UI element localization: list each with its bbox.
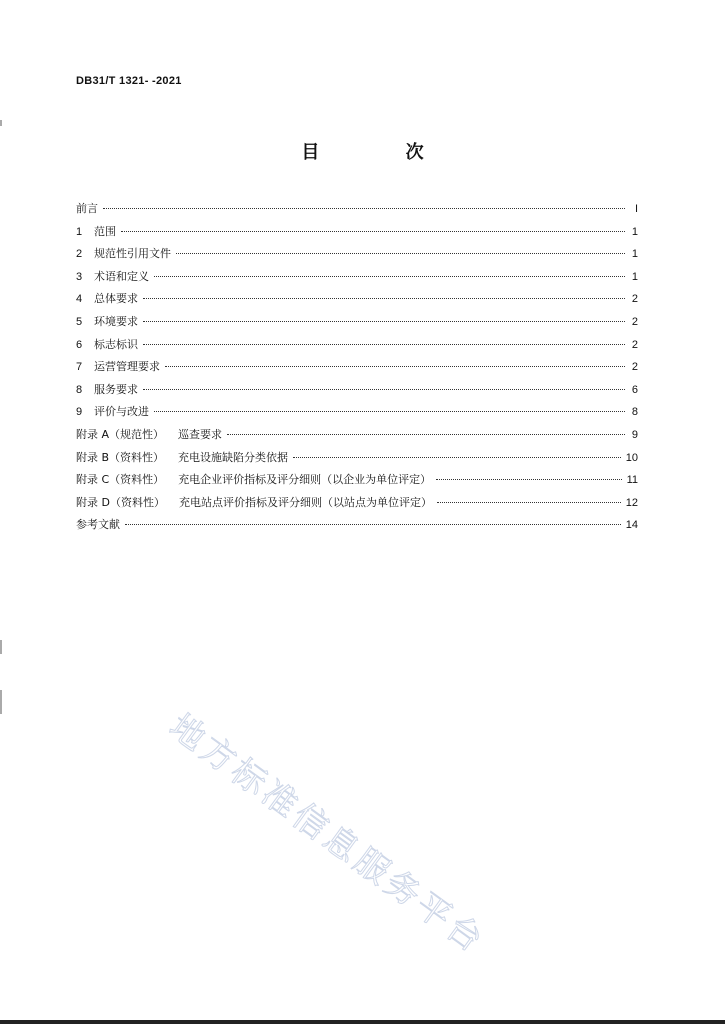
toc-entry-label bbox=[76, 514, 120, 537]
toc-dot-leader bbox=[436, 479, 621, 480]
toc-entry-page: 1 bbox=[631, 225, 638, 238]
toc-dot-leader bbox=[227, 434, 625, 435]
toc-entry-title: 附录 D（资料性） bbox=[76, 495, 165, 509]
toc-entry[interactable] bbox=[76, 379, 638, 402]
toc-dot-leader bbox=[437, 502, 621, 503]
toc-entry[interactable] bbox=[76, 424, 638, 447]
toc-entry-page: 2 bbox=[631, 315, 638, 328]
toc-entry-page: 6 bbox=[631, 383, 638, 396]
toc-entry-label bbox=[76, 492, 432, 515]
toc-entry[interactable] bbox=[76, 266, 638, 289]
toc-entry-number: 1 bbox=[76, 225, 83, 238]
toc-dot-leader bbox=[103, 208, 625, 209]
toc-entry[interactable] bbox=[76, 469, 638, 492]
toc-entry[interactable] bbox=[76, 401, 638, 424]
scan-edge-mark bbox=[0, 690, 2, 714]
toc-entry-title: 评价与改进 bbox=[94, 405, 149, 419]
toc-dot-leader bbox=[293, 457, 621, 458]
scan-edge-mark bbox=[0, 640, 2, 654]
toc-entry-label bbox=[94, 334, 138, 357]
toc-entry-number: 7 bbox=[76, 361, 83, 374]
toc-entry[interactable] bbox=[76, 492, 638, 515]
toc-entry[interactable] bbox=[76, 243, 638, 266]
toc-entry-page: 12 bbox=[625, 496, 638, 509]
toc-entry[interactable] bbox=[76, 221, 638, 244]
toc-entry-label bbox=[94, 288, 138, 311]
toc-entry-number: 6 bbox=[76, 338, 83, 351]
toc-entry-page: 1 bbox=[631, 248, 638, 261]
toc-entry-title: 服务要求 bbox=[94, 382, 138, 396]
toc-entry-subtitle: 充电站点评价指标及评分细则（以站点为单位评定） bbox=[178, 495, 432, 509]
toc-entry-label bbox=[76, 198, 98, 221]
toc-entry-number: 5 bbox=[76, 315, 83, 328]
toc-entry-page: 2 bbox=[631, 361, 638, 374]
toc-entry-title: 规范性引用文件 bbox=[94, 247, 171, 261]
scan-edge-mark bbox=[0, 120, 2, 126]
toc-dot-leader bbox=[143, 389, 625, 390]
toc-dot-leader bbox=[143, 298, 625, 299]
toc-dot-leader bbox=[143, 344, 625, 345]
toc-entry-number: 2 bbox=[76, 248, 83, 261]
toc-dot-leader bbox=[154, 276, 625, 277]
toc-entry-title: 范围 bbox=[94, 224, 116, 238]
toc-entry-page: 14 bbox=[625, 519, 638, 532]
toc-entry-title: 总体要求 bbox=[94, 292, 138, 306]
toc-entry-number: 3 bbox=[76, 270, 83, 283]
toc-entry-title: 术语和定义 bbox=[94, 269, 149, 283]
toc-entry-title: 附录 A（规范性） bbox=[76, 427, 165, 441]
toc-entry-title: 标志标识 bbox=[94, 337, 138, 351]
toc-entry-label bbox=[94, 311, 138, 334]
toc-entry-title: 环境要求 bbox=[94, 314, 138, 328]
toc-entry[interactable] bbox=[76, 288, 638, 311]
toc-entry-subtitle: 充电设施缺陷分类依据 bbox=[178, 450, 289, 464]
toc-entry[interactable] bbox=[76, 447, 638, 470]
toc-entry-page: 1 bbox=[631, 270, 638, 283]
toc-entry-title: 运营管理要求 bbox=[94, 360, 160, 374]
toc-dot-leader bbox=[121, 231, 625, 232]
toc-entry-title: 前言 bbox=[76, 202, 98, 215]
toc-entry-label bbox=[76, 447, 288, 470]
toc-entry-label bbox=[94, 401, 149, 424]
toc-entry[interactable] bbox=[76, 311, 638, 334]
toc-entry-label bbox=[94, 221, 116, 244]
toc-entry-label bbox=[76, 469, 431, 492]
toc-entry-number: 8 bbox=[76, 383, 83, 396]
toc-entry-subtitle: 充电企业评价指标及评分细则（以企业为单位评定） bbox=[178, 473, 432, 487]
toc-entry-label bbox=[94, 356, 160, 379]
table-of-contents bbox=[76, 198, 638, 537]
toc-entry[interactable] bbox=[76, 356, 638, 379]
toc-entry-label bbox=[94, 266, 149, 289]
toc-dot-leader bbox=[165, 366, 625, 367]
toc-entry[interactable] bbox=[76, 198, 638, 221]
toc-entry[interactable] bbox=[76, 514, 638, 537]
toc-entry-page: 9 bbox=[631, 428, 638, 441]
toc-entry-page: 2 bbox=[631, 293, 638, 306]
toc-dot-leader bbox=[125, 524, 621, 525]
toc-entry-page: 11 bbox=[626, 474, 638, 487]
toc-entry-label bbox=[76, 424, 222, 447]
toc-entry[interactable] bbox=[76, 334, 638, 357]
toc-entry-page: I bbox=[634, 203, 638, 215]
watermark: 地方标准信息服务平台 bbox=[161, 706, 493, 963]
toc-entry-title: 参考文献 bbox=[76, 518, 120, 532]
toc-dot-leader bbox=[154, 411, 625, 412]
document-code: DB31/T 1321- -2021 bbox=[76, 75, 182, 87]
toc-entry-label bbox=[94, 243, 171, 266]
toc-dot-leader bbox=[176, 253, 625, 254]
toc-title: 目 次 bbox=[301, 142, 464, 163]
toc-entry-page: 8 bbox=[631, 406, 638, 419]
toc-entry-number: 9 bbox=[76, 406, 83, 419]
toc-entry-title: 附录 C（资料性） bbox=[76, 473, 165, 487]
scan-bottom-edge bbox=[0, 1020, 725, 1024]
toc-entry-page: 2 bbox=[631, 338, 638, 351]
toc-entry-number: 4 bbox=[76, 293, 83, 306]
toc-entry-page: 10 bbox=[625, 451, 638, 464]
toc-entry-title: 附录 B（资料性） bbox=[76, 450, 165, 464]
toc-entry-label bbox=[94, 379, 138, 402]
toc-dot-leader bbox=[143, 321, 625, 322]
toc-entry-subtitle: 巡查要求 bbox=[178, 427, 223, 441]
